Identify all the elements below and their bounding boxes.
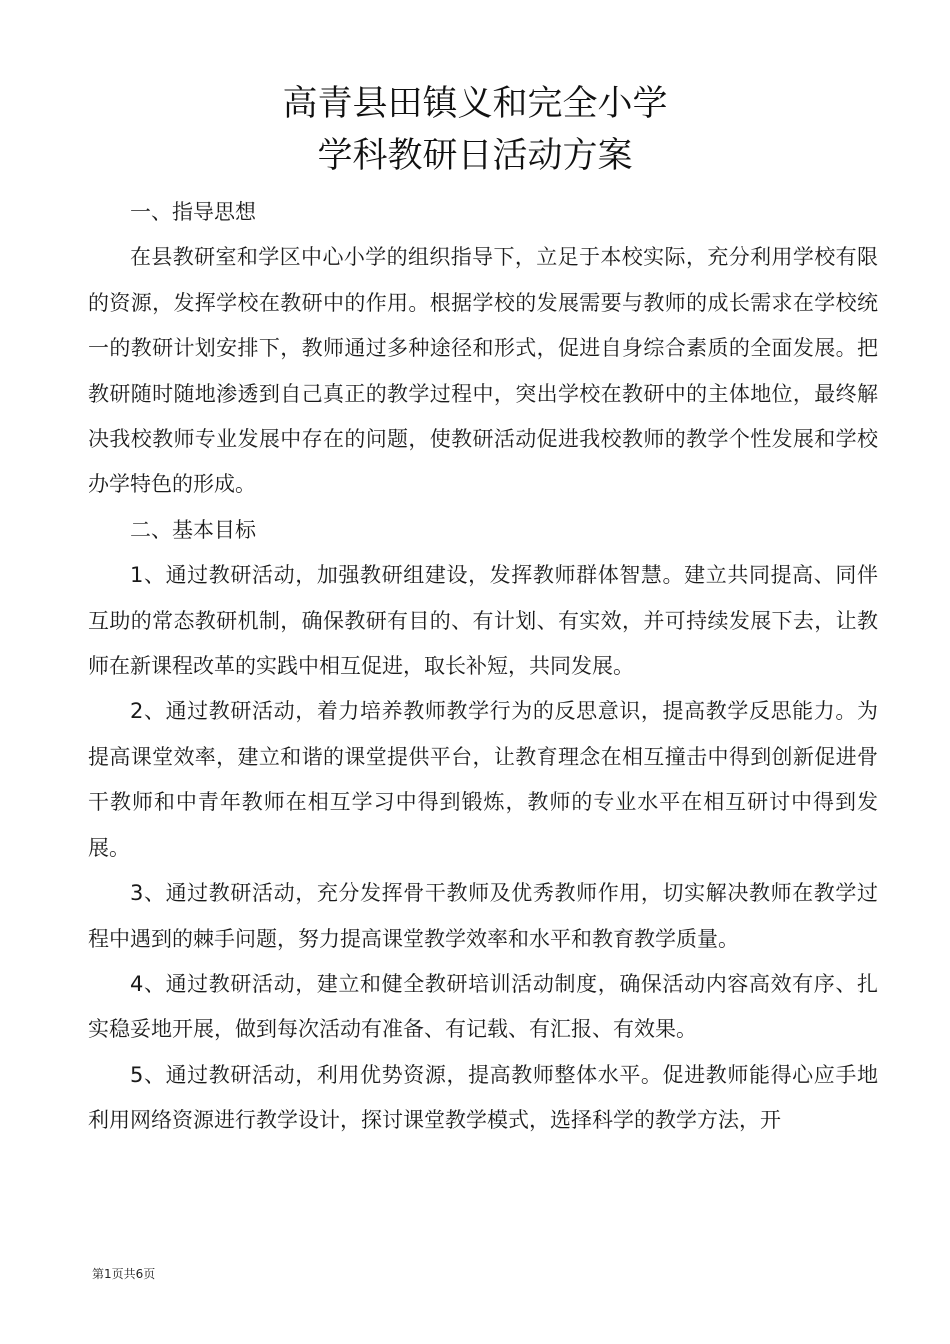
paragraph-goal-2: 2、通过教研活动，着力培养教师教学行为的反思意识，提高教学反思能力。为提高课堂效率，建立和谐的课堂提供平台，让教育理念在相互撞击中得到创新促进骨干教师和中青年教师在相互学习中得到锻炼，教师的专业水平在相互研讨中得到发展。: [88, 699, 878, 860]
page-number: 第1页共6页: [92, 1267, 156, 1281]
section-heading-basic-goals: 二、基本目标: [130, 517, 256, 542]
document-title-line-2: 学科教研日活动方案: [317, 136, 633, 176]
paragraph-goal-3: 3、通过教研活动，充分发挥骨干教师及优秀教师作用，切实解决教师在教学过程中遇到的棘手问题，努力提高课堂教学效率和水平和教育教学质量。: [88, 881, 878, 951]
paragraph-goal-4: 4、通过教研活动，建立和健全教研培训活动制度，确保活动内容高效有序、扎实稳妥地开展，做到每次活动有准备、有记载、有汇报、有效果。: [88, 971, 878, 1042]
document-title-line-1: 高青县田镇义和完全小学: [282, 84, 668, 124]
paragraph-goal-1: 1、通过教研活动，加强教研组建设，发挥教师群体智慧。建立共同提高、同伴互助的常态教研机制，确保教研有目的、有计划、有实效，并可持续发展下去，让教师在新课程改革的实践中相互促进，取长补短，共同发展。: [88, 563, 878, 679]
document-body: [88, 190, 878, 1144]
section-heading-guiding-ideology: 一、指导思想: [130, 200, 256, 224]
paragraph-guiding-ideology: 在县教研室和学区中心小学的组织指导下，立足于本校实际，充分利用学校有限的资源，发挥学校在教研中的作用。根据学校的发展需要与教师的成长需求在学校统一的教研计划安排下，教师通过多种途径和形式，促进自身综合素质的全面发展。把教研随时随地渗透到自己真正的教学过程中，突出学校在教研中的主体地位，最终解决我校教师专业发展中存在的问题，使教研活动促进我校教师的教学个性发展和学校办学特色的形成。: [88, 245, 878, 497]
paragraph-goal-5: 5、通过教研活动，利用优势资源，提高教师整体水平。促进教师能得心应手地利用网络资源进行教学设计，探讨课堂教学模式，选择科学的教学方法，开: [88, 1062, 878, 1133]
